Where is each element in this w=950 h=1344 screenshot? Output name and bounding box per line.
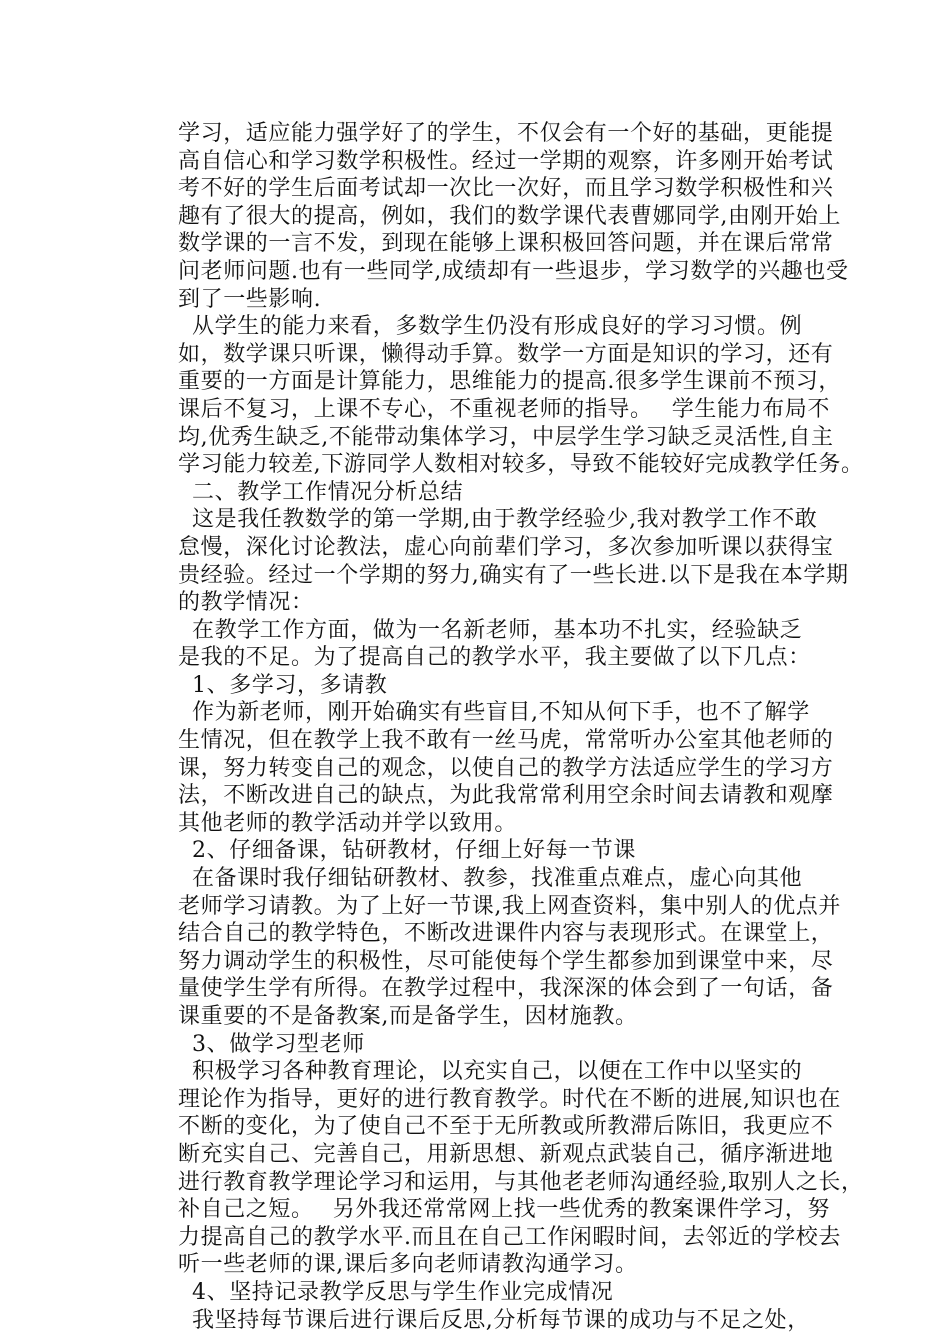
text-line: 断充实自己、完善自己，用新思想、新观点武装自己，循序渐进地	[178, 1141, 834, 1167]
text-line: 积极学习各种教育理论，以充实自己，以便在工作中以坚实的	[192, 1059, 803, 1085]
text-line: 数学课的一言不发，到现在能够上课积极回答问题，并在课后常常	[178, 231, 834, 257]
text-line: 法，不断改进自己的缺点，为此我常常利用空余时间去请教和观摩	[178, 783, 834, 809]
text-line: 均,优秀生缺乏,不能带动集体学习，中层学生学习缺乏灵活性,自主	[178, 424, 834, 450]
text-line: 问老师问题.也有一些同学,成绩却有一些退步，学习数学的兴趣也受	[178, 258, 849, 284]
text-line: 学习，适应能力强学好了的学生，不仅会有一个好的基础，更能提	[178, 121, 834, 146]
text-line: 从学生的能力来看，多数学生仍没有形成良好的学习习惯。例	[192, 314, 803, 340]
text-line: 3、做学习型老师	[192, 1031, 365, 1057]
text-line: 4、坚持记录教学反思与学生作业完成情况	[192, 1279, 614, 1305]
text-line: 生情况，但在教学上我不敢有一丝马虎，常常听办公室其他老师的	[178, 728, 834, 754]
text-line: 我坚持每节课后进行课后反思,分析每节课的成功与不足之处，	[192, 1307, 810, 1333]
text-line: 课重要的不是备教案,而是备学生，因材施教。	[178, 1004, 638, 1029]
text-line: 理论作为指导，更好的进行教育教学。时代在不断的进展,知识也在	[178, 1086, 841, 1112]
text-line: 老师学习请教。为了上好一节课,我上网查资料，集中别人的优点并	[178, 893, 841, 919]
text-line: 到了一些影响.	[178, 286, 322, 312]
text-line: 其他老师的教学活动并学以致用。	[178, 810, 518, 836]
text-line: 量使学生学有所得。在教学过程中，我深深的体会到了一句话，备	[178, 976, 834, 1002]
text-line: 这是我任教数学的第一学期,由于教学经验少,我对教学工作不敢	[192, 507, 818, 533]
text-line: 课后不复习，上课不专心，不重视老师的指导。 学生能力布局不	[178, 396, 830, 422]
text-line: 努力调动学生的积极性，尽可能使每个学生都参加到课堂中来，尽	[178, 948, 834, 974]
text-line: 听一些老师的课,课后多向老师请教沟通学习。	[178, 1252, 638, 1278]
text-line: 力提高自己的教学水平.而且在自己工作闲暇时间，去邻近的学校去	[178, 1224, 841, 1250]
text-line: 学习能力较差,下游同学人数相对较多，导致不能较好完成教学任务。	[178, 452, 864, 478]
text-line: 贵经验。经过一个学期的努力,确实有了一些长进.以下是我在本学期	[178, 562, 849, 588]
text-line: 课，努力转变自己的观念，以使自己的教学方法适应学生的学习方	[178, 755, 834, 781]
text-line: 的教学情况：	[178, 590, 314, 616]
text-line: 如，数学课只听课，懒得动手算。数学一方面是知识的学习，还有	[178, 341, 834, 367]
body-text	[178, 120, 864, 1334]
text-line: 作为新老师，刚开始确实有些盲目,不知从何下手，也不了解学	[192, 700, 810, 726]
text-line: 进行教育教学理论学习和运用，与其他老老师沟通经验,取别人之长，	[178, 1169, 864, 1195]
text-line: 结合自己的教学特色，不断改进课件内容与表现形式。在课堂上，	[178, 921, 834, 947]
text-line: 不断的变化，为了使自己不至于无所教或所教滞后陈旧，我更应不	[178, 1114, 834, 1140]
text-line: 补自己之短。 另外我还常常网上找一些优秀的教案课件学习，努	[178, 1197, 830, 1223]
text-line: 重要的一方面是计算能力，思维能力的提高.很多学生课前不预习，	[178, 369, 841, 395]
text-line: 是我的不足。为了提高自己的教学水平，我主要做了以下几点：	[178, 645, 811, 671]
text-line: 在教学工作方面，做为一名新老师，基本功不扎实，经验缺乏	[192, 617, 803, 643]
text-line: 考不好的学生后面考试却一次比一次好，而且学习数学积极性和兴	[178, 176, 834, 202]
text-line: 二、教学工作情况分析总结	[192, 479, 464, 505]
text-line: 趣有了很大的提高，例如，我们的数学课代表曹娜同学,由刚开始上	[178, 203, 841, 229]
text-line: 2、仔细备课，钻研教材，仔细上好每一节课	[192, 838, 636, 864]
text-line: 怠慢，深化讨论教法，虚心向前辈们学习，多次参加听课以获得宝	[178, 534, 834, 560]
text-line: 1、多学习，多请教	[192, 672, 388, 698]
text-line: 在备课时我仔细钻研教材、教参，找准重点难点，虚心向其他	[192, 866, 803, 892]
text-line: 高自信心和学习数学积极性。经过一学期的观察，许多刚开始考试	[178, 148, 834, 174]
